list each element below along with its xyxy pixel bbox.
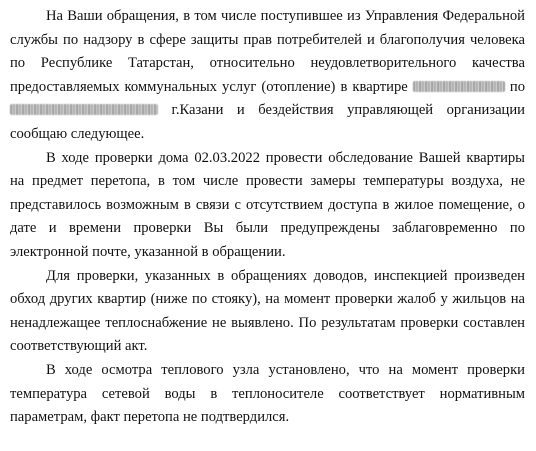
redacted-street-name — [10, 104, 158, 115]
appeal-text-part-2: по — [504, 78, 525, 95]
paragraph-neighbors-check: Для проверки, указанных в обращениях доводов, инспекцией произведен обход других квартир (ниже по стояку), на момент проверки жалоб у жильцов на ненадлежащее теплоснабжение не выявлено. По результатам проверки составлен соответствующий акт. — [10, 267, 525, 355]
appeal-text-part-1: На Ваши обращения, в том числе поступившее из Управления Федеральной службы по надзору в сфере защиты прав потребителей и благополучия человека по Республике Татарстан, относительно неудовлетворительного качества предоставляемых коммунальных услуг (отопление) в квартире — [10, 8, 525, 95]
paragraph-appeal — [10, 5, 525, 147]
redacted-apartment-address — [413, 81, 505, 92]
paragraph-heating-unit: В ходе осмотра теплового узла установлено, что на момент проверки температура сетевой воды в теплоносителе соответствует нормативным параметрам, факт перетопа не подтвердился. — [10, 361, 525, 426]
appeal-text-part-3: г.Казани и бездействия управляющей организации сообщаю следующее. — [10, 102, 525, 142]
paragraph-inspection: В ходе проверки дома 02.03.2022 провести обследование Вашей квартиры на предмет перетопа, в том числе провести замеры температуры воздуха, не представилось возможным в связи с отсутствием доступа в жилое помещение, о дате и времени проверки Вы были предупреждены заблаговременно по электронной почте, указанной в обращении. — [10, 149, 525, 260]
